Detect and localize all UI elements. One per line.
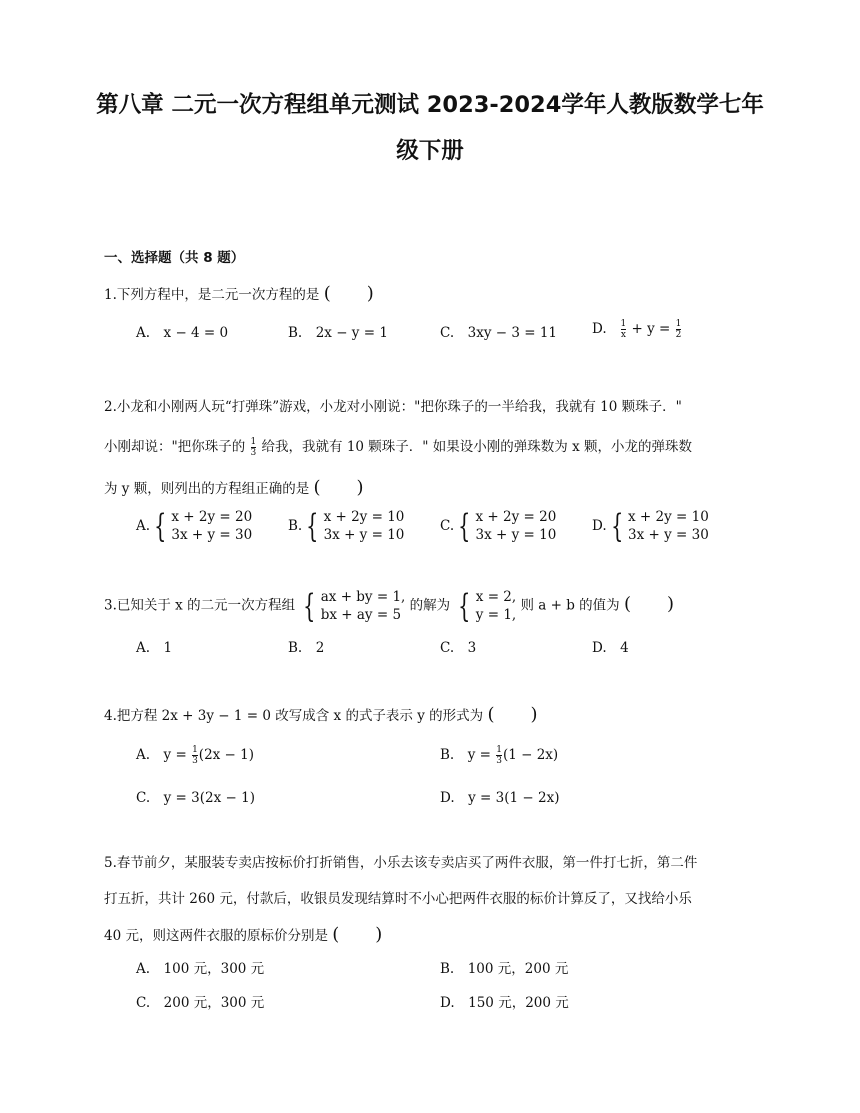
document-title	[60, 82, 800, 174]
question-3: 3.已知关于 x 的二元一次方程组 { ax + by = 1, bx + ay = 5 的解为 { x = 2, y = 1, 则 a + b 的值为 ( )	[104, 587, 675, 625]
q2-option-c[interactable]: C. { x + 2y = 20 3x + y = 10	[440, 507, 557, 545]
question-5-line-2: 打五折，共计 260 元，付款后，收银员发现结算时不小心把两件衣服的标价计算反了，又找给小乐	[104, 891, 692, 907]
title-line-1: 第八章 二元一次方程组单元测试 2023-2024学年人教版数学七年	[96, 92, 764, 118]
question-4: 4.把方程 2x + 3y − 1 = 0 改写成含 x 的式子表示 y 的形式为 ( )	[104, 704, 538, 725]
question-2-line-3: 为 y 颗，则列出的方程组正确的是 ( )	[104, 477, 364, 498]
q2-option-b[interactable]: B. { x + 2y = 10 3x + y = 10	[288, 507, 405, 545]
q3-option-a[interactable]: A. 1	[136, 640, 173, 656]
fraction: $\frac{1}{3}$	[192, 745, 198, 766]
q5-option-d[interactable]: D. 150 元，200 元	[440, 995, 569, 1011]
q2-option-d[interactable]: D. { x + 2y = 10 3x + y = 30	[592, 507, 709, 545]
q3-option-d[interactable]: D. 4	[592, 640, 629, 656]
question-1	[104, 284, 374, 305]
fraction: $\frac{1}{2}$	[675, 319, 682, 340]
section-heading: 一、选择题（共 8 题）	[104, 250, 245, 266]
q3-option-c[interactable]: C. 3	[440, 640, 477, 656]
left-brace-icon: {	[458, 507, 471, 545]
q2-option-a[interactable]: A. { x + 2y = 20 3x + y = 30	[136, 507, 253, 545]
title-line-2: 级下册	[396, 138, 464, 164]
left-brace-icon: {	[458, 587, 471, 625]
answer-paren: ( )	[487, 704, 538, 725]
question-2-line-2: 小刚却说："把你珠子的 $\frac{1}{3}$ 给我，我就有 10 颗珠子．" 如果设小刚的弹珠数为 x 颗，小龙的弹珠数	[104, 437, 693, 458]
question-5-line-1: 5.春节前夕，某服装专卖店按标价打折销售，小乐去该专卖店买了两件衣服，第一件打七折，第二件	[104, 855, 698, 871]
answer-paren: ( )	[313, 477, 364, 498]
q1-option-d[interactable]: D. $\frac{1}{x}$ + y = $\frac{1}{2}$	[592, 319, 682, 340]
q1-option-a[interactable]: A. x − 4 = 0	[136, 325, 229, 341]
q1-option-b[interactable]: B. 2x − y = 1	[288, 325, 388, 341]
question-1-text: 1.下列方程中，是二元一次方程的是	[104, 287, 320, 303]
q4-option-b[interactable]: B. y = $\frac{1}{3}$ (1 − 2x)	[440, 745, 559, 766]
left-brace-icon: {	[306, 507, 319, 545]
fraction: $\frac{1}{x}$	[620, 319, 627, 340]
answer-paren: ( )	[332, 924, 383, 945]
q5-option-c[interactable]: C. 200 元，300 元	[136, 995, 265, 1011]
q5-option-b[interactable]: B. 100 元，200 元	[440, 961, 569, 977]
option-label: D.	[592, 321, 607, 337]
q5-option-a[interactable]: A. 100 元，300 元	[136, 961, 265, 977]
left-brace-icon: {	[303, 587, 316, 625]
q3-option-b[interactable]: B. 2	[288, 640, 325, 656]
question-5-line-3: 40 元，则这两件衣服的原标价分别是 ( )	[104, 924, 383, 945]
fraction: $\frac{1}{3}$	[250, 437, 257, 458]
q4-option-d[interactable]: D. y = 3(1 − 2x)	[440, 790, 560, 806]
question-2-line-1: 2.小龙和小刚两人玩“打弹珠”游戏，小龙对小刚说："把你珠子的一半给我，我就有 10 颗珠子．"	[104, 399, 682, 415]
answer-paren: ( )	[623, 593, 675, 615]
q4-option-a[interactable]: A. y = $\frac{1}{3}$ (2x − 1)	[136, 745, 255, 766]
fraction: $\frac{1}{3}$	[496, 745, 502, 766]
answer-paren: ( )	[323, 283, 374, 304]
left-brace-icon: {	[154, 507, 167, 545]
q4-option-c[interactable]: C. y = 3(2x − 1)	[136, 790, 255, 806]
q1-option-c[interactable]: C. 3xy − 3 = 11	[440, 325, 558, 341]
left-brace-icon: {	[610, 507, 623, 545]
